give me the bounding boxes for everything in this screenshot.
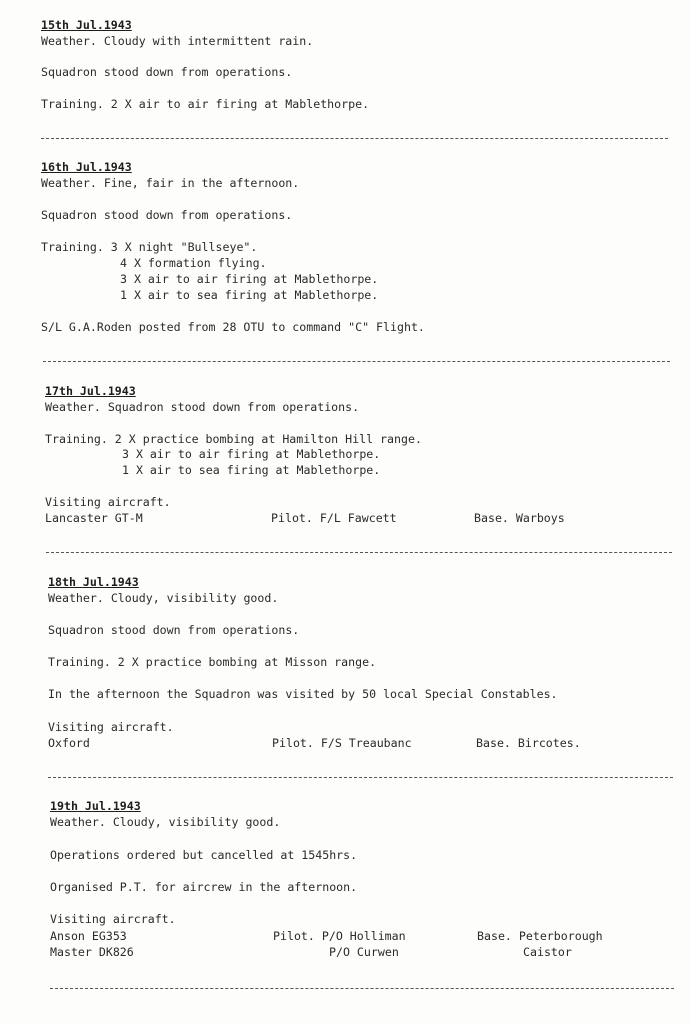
visiting-aircraft: Master DK826	[50, 945, 134, 959]
entry-training: 4 X formation flying.	[120, 256, 267, 270]
entry-training: 3 X air to air firing at Mablethorpe.	[122, 447, 381, 461]
entry-date: 18th Jul.1943	[48, 575, 139, 589]
visiting-label: Visiting aircraft.	[50, 912, 176, 926]
visiting-label: Visiting aircraft.	[45, 495, 171, 509]
entry-date: 17th Jul.1943	[45, 384, 136, 398]
visiting-base: Base. Peterborough	[477, 929, 603, 943]
entry-training: Training. 2 X air to air firing at Mablethorpe.	[41, 97, 370, 111]
entry-note: Organised P.T. for aircrew in the afternoon.	[50, 880, 358, 894]
visiting-aircraft: Lancaster GT-M	[45, 511, 143, 525]
entry-status: Squadron stood down from operations.	[41, 208, 293, 222]
visiting-pilot: P/O Curwen	[329, 945, 399, 959]
entry-training: 1 X air to sea firing at Mablethorpe.	[122, 463, 381, 477]
section-divider	[50, 988, 674, 989]
entry-date: 19th Jul.1943	[50, 799, 141, 813]
visiting-base: Base. Warboys	[474, 511, 565, 525]
visiting-pilot: Pilot. P/O Holliman	[273, 929, 406, 943]
visiting-aircraft: Anson EG353	[50, 929, 127, 943]
entry-status: Squadron stood down from operations.	[48, 623, 300, 637]
entry-weather: Weather. Fine, fair in the afternoon.	[41, 176, 300, 190]
visiting-label: Visiting aircraft.	[48, 720, 174, 734]
visiting-aircraft: Oxford	[48, 736, 90, 750]
entry-weather: Weather. Squadron stood down from operations.	[45, 400, 360, 414]
visiting-base: Base. Bircotes.	[476, 736, 581, 750]
visiting-base: Caistor	[523, 945, 572, 959]
entry-training: Training. 2 X practice bombing at Hamilton Hill range.	[45, 432, 422, 446]
entry-date: 15th Jul.1943	[41, 18, 132, 32]
visiting-pilot: Pilot. F/S Treaubanc	[272, 736, 412, 750]
entry-training: 3 X air to air firing at Mablethorpe.	[120, 272, 379, 286]
section-divider	[43, 361, 670, 362]
section-divider	[46, 552, 672, 553]
entry-status: Operations ordered but cancelled at 1545hrs.	[50, 848, 358, 862]
section-divider	[48, 777, 673, 778]
entry-note: S/L G.A.Roden posted from 28 OTU to command "C" Flight.	[41, 320, 425, 334]
entry-training: 1 X air to sea firing at Mablethorpe.	[120, 288, 379, 302]
entry-weather: Weather. Cloudy, visibility good.	[48, 591, 279, 605]
section-divider	[41, 138, 668, 139]
entry-training: Training. 2 X practice bombing at Misson range.	[48, 655, 377, 669]
entry-weather: Weather. Cloudy, visibility good.	[50, 815, 281, 829]
entry-note: In the afternoon the Squadron was visited by 50 local Special Constables.	[48, 687, 558, 701]
entry-training: Training. 3 X night "Bullseye".	[41, 240, 258, 254]
entry-weather: Weather. Cloudy with intermittent rain.	[41, 34, 314, 48]
entry-status: Squadron stood down from operations.	[41, 65, 293, 79]
visiting-pilot: Pilot. F/L Fawcett	[271, 511, 397, 525]
entry-date: 16th Jul.1943	[41, 160, 132, 174]
